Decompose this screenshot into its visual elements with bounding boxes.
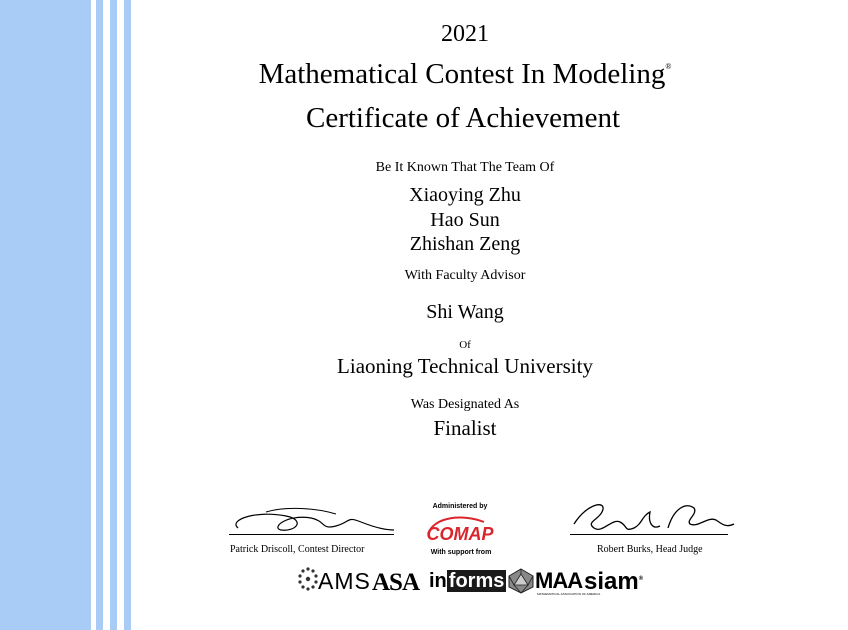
registered-mark: ® bbox=[665, 62, 672, 71]
svg-text:COMAP: COMAP bbox=[426, 524, 494, 544]
maa-icosahedron-icon bbox=[507, 568, 535, 594]
director-signature-line bbox=[229, 534, 394, 535]
comap-logo bbox=[424, 512, 498, 548]
director-name: Patrick Driscoll, Contest Director bbox=[230, 544, 365, 555]
certificate-title: Certificate of Achievement bbox=[305, 102, 621, 134]
support-label: With support from bbox=[430, 549, 492, 556]
award-result: Finalist bbox=[433, 416, 497, 440]
university-name: Liaoning Technical University bbox=[337, 354, 593, 378]
administered-by-label: Administered by bbox=[432, 503, 488, 510]
faculty-advisor: Shi Wang bbox=[426, 301, 504, 323]
stripe-thin-3 bbox=[124, 0, 131, 630]
team-member: Xiaoying Zhu bbox=[409, 184, 521, 206]
of-label: Of bbox=[459, 339, 471, 351]
maa-logo: MAA bbox=[535, 568, 583, 593]
judge-name: Robert Burks, Head Judge bbox=[597, 544, 703, 555]
advisor-label: With Faculty Advisor bbox=[404, 268, 526, 283]
informs-logo: in forms bbox=[429, 570, 505, 592]
judge-signature-line bbox=[570, 534, 728, 535]
stripe-wide bbox=[0, 0, 91, 630]
stripe-thin-2 bbox=[110, 0, 117, 630]
team-member: Zhishan Zeng bbox=[409, 233, 521, 255]
certificate-year: 2021 bbox=[441, 21, 489, 47]
siam-logo: siam® bbox=[584, 568, 644, 595]
ams-star-icon bbox=[298, 566, 318, 592]
maa-subtitle: MATHEMATICAL ASSOCIATION OF AMERICA bbox=[537, 592, 601, 596]
contest-name: Mathematical Contest In Modeling® bbox=[258, 58, 672, 90]
intro-text: Be It Known That The Team Of bbox=[375, 160, 555, 175]
stripe-thin-1 bbox=[96, 0, 103, 630]
asa-logo: ASA bbox=[372, 569, 420, 596]
designated-label: Was Designated As bbox=[410, 397, 520, 412]
team-member: Hao Sun bbox=[430, 209, 500, 231]
ams-logo: AMS bbox=[318, 568, 371, 594]
